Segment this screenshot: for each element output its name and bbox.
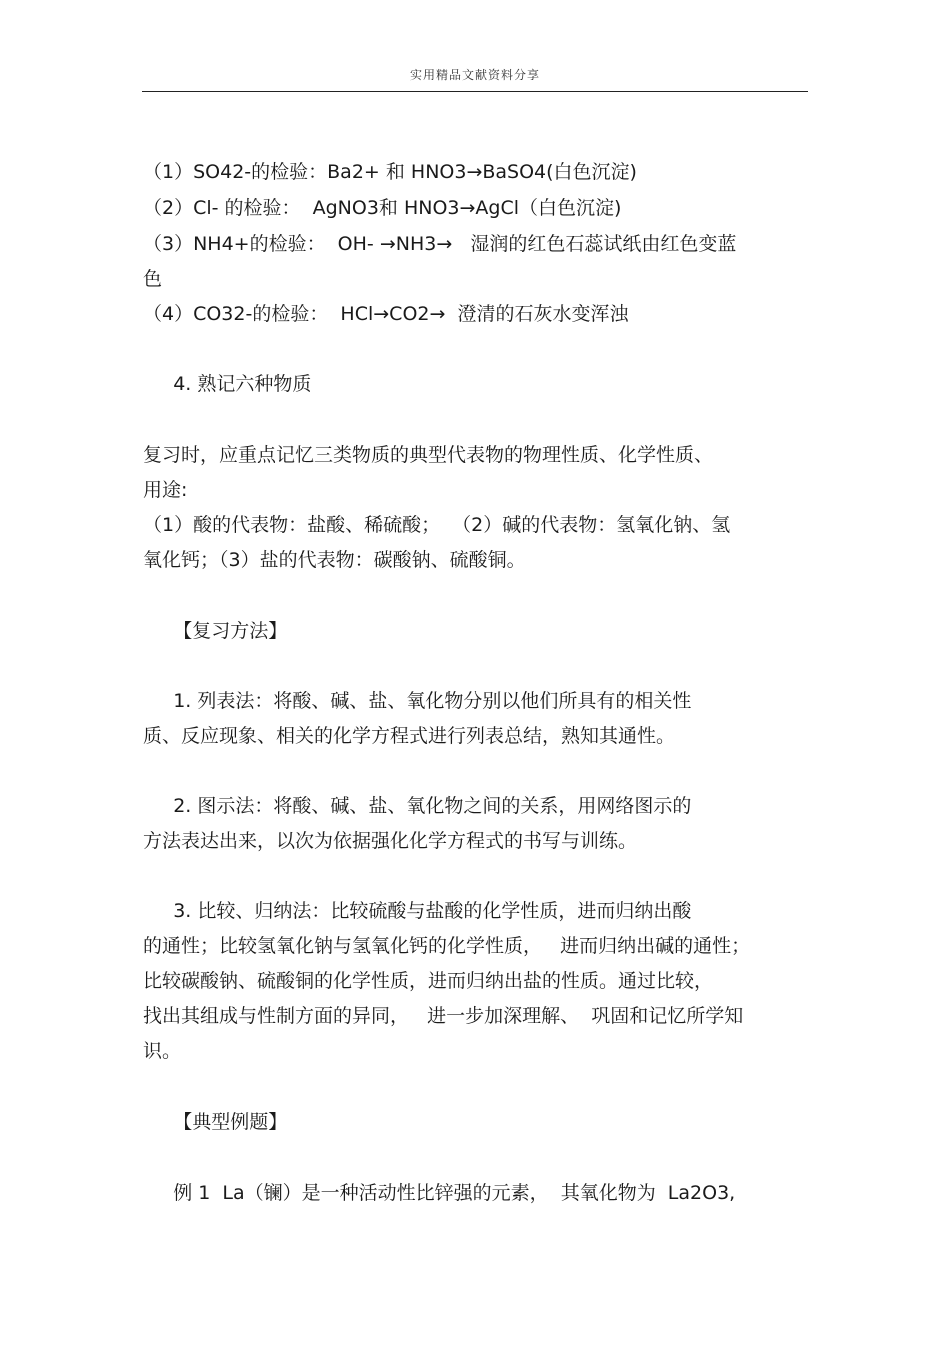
text-line: 识。 bbox=[143, 1040, 182, 1062]
text-line: （2）Cl- 的检验： AgNO3和 HNO3→AgCl（白色沉淀) bbox=[143, 197, 622, 219]
text-line: 比较碳酸钠、硫酸铜的化学性质，进而归纳出盐的性质。通过比较， bbox=[143, 970, 714, 992]
text-line: （4）CO32-的检验： HCl→CO2→ 澄清的石灰水变浑浊 bbox=[143, 303, 629, 325]
section-heading: 【复习方法】 bbox=[143, 620, 288, 642]
text-line: （1）SO42-的检验：Ba2+ 和 HNO3→BaSO4(白色沉淀) bbox=[143, 161, 637, 183]
section-heading: 4. 熟记六种物质 bbox=[143, 373, 312, 395]
text-line: 氧化钙；（3）盐的代表物：碳酸钠、硫酸铜。 bbox=[143, 549, 526, 571]
text-line: 找出其组成与性制方面的异同， 进一步加深理解、 巩固和记忆所学知 bbox=[143, 1005, 744, 1027]
text-line: 方法表达出来，以次为依据强化化学方程式的书写与训练。 bbox=[143, 830, 638, 852]
text-line: 3. 比较、归纳法：比较硫酸与盐酸的化学性质，进而归纳出酸 bbox=[143, 900, 692, 922]
text-line: 复习时，应重点记忆三类物质的典型代表物的物理性质、化学性质、 bbox=[143, 444, 714, 466]
text-line: 例 1 La（镧）是一种活动性比锌强的元素， 其氧化物为 La2O3, bbox=[143, 1182, 736, 1204]
header-divider bbox=[142, 91, 808, 92]
text-line: 1. 列表法：将酸、碱、盐、氧化物分别以他们所具有的相关性 bbox=[143, 690, 692, 712]
page-header-title: 实用精品文献资料分享 bbox=[409, 68, 540, 82]
text-line: 质、反应现象、相关的化学方程式进行列表总结，熟知其通性。 bbox=[143, 725, 676, 747]
text-line: （1）酸的代表物：盐酸、稀硫酸； （2）碱的代表物：氢氧化钠、氢 bbox=[143, 514, 731, 536]
text-line: 2. 图示法：将酸、碱、盐、氧化物之间的关系，用网络图示的 bbox=[143, 795, 692, 817]
section-heading: 【典型例题】 bbox=[143, 1111, 288, 1133]
text-line: （3）NH4+的检验： OH- →NH3→ 湿润的红色石蕊试纸由红色变蓝 bbox=[143, 233, 737, 255]
text-line: 用途: bbox=[143, 479, 188, 501]
text-line: 的通性；比较氢氧化钠与氢氧化钙的化学性质， 进而归纳出碱的通性； bbox=[143, 935, 751, 957]
text-line: 色 bbox=[143, 268, 163, 290]
